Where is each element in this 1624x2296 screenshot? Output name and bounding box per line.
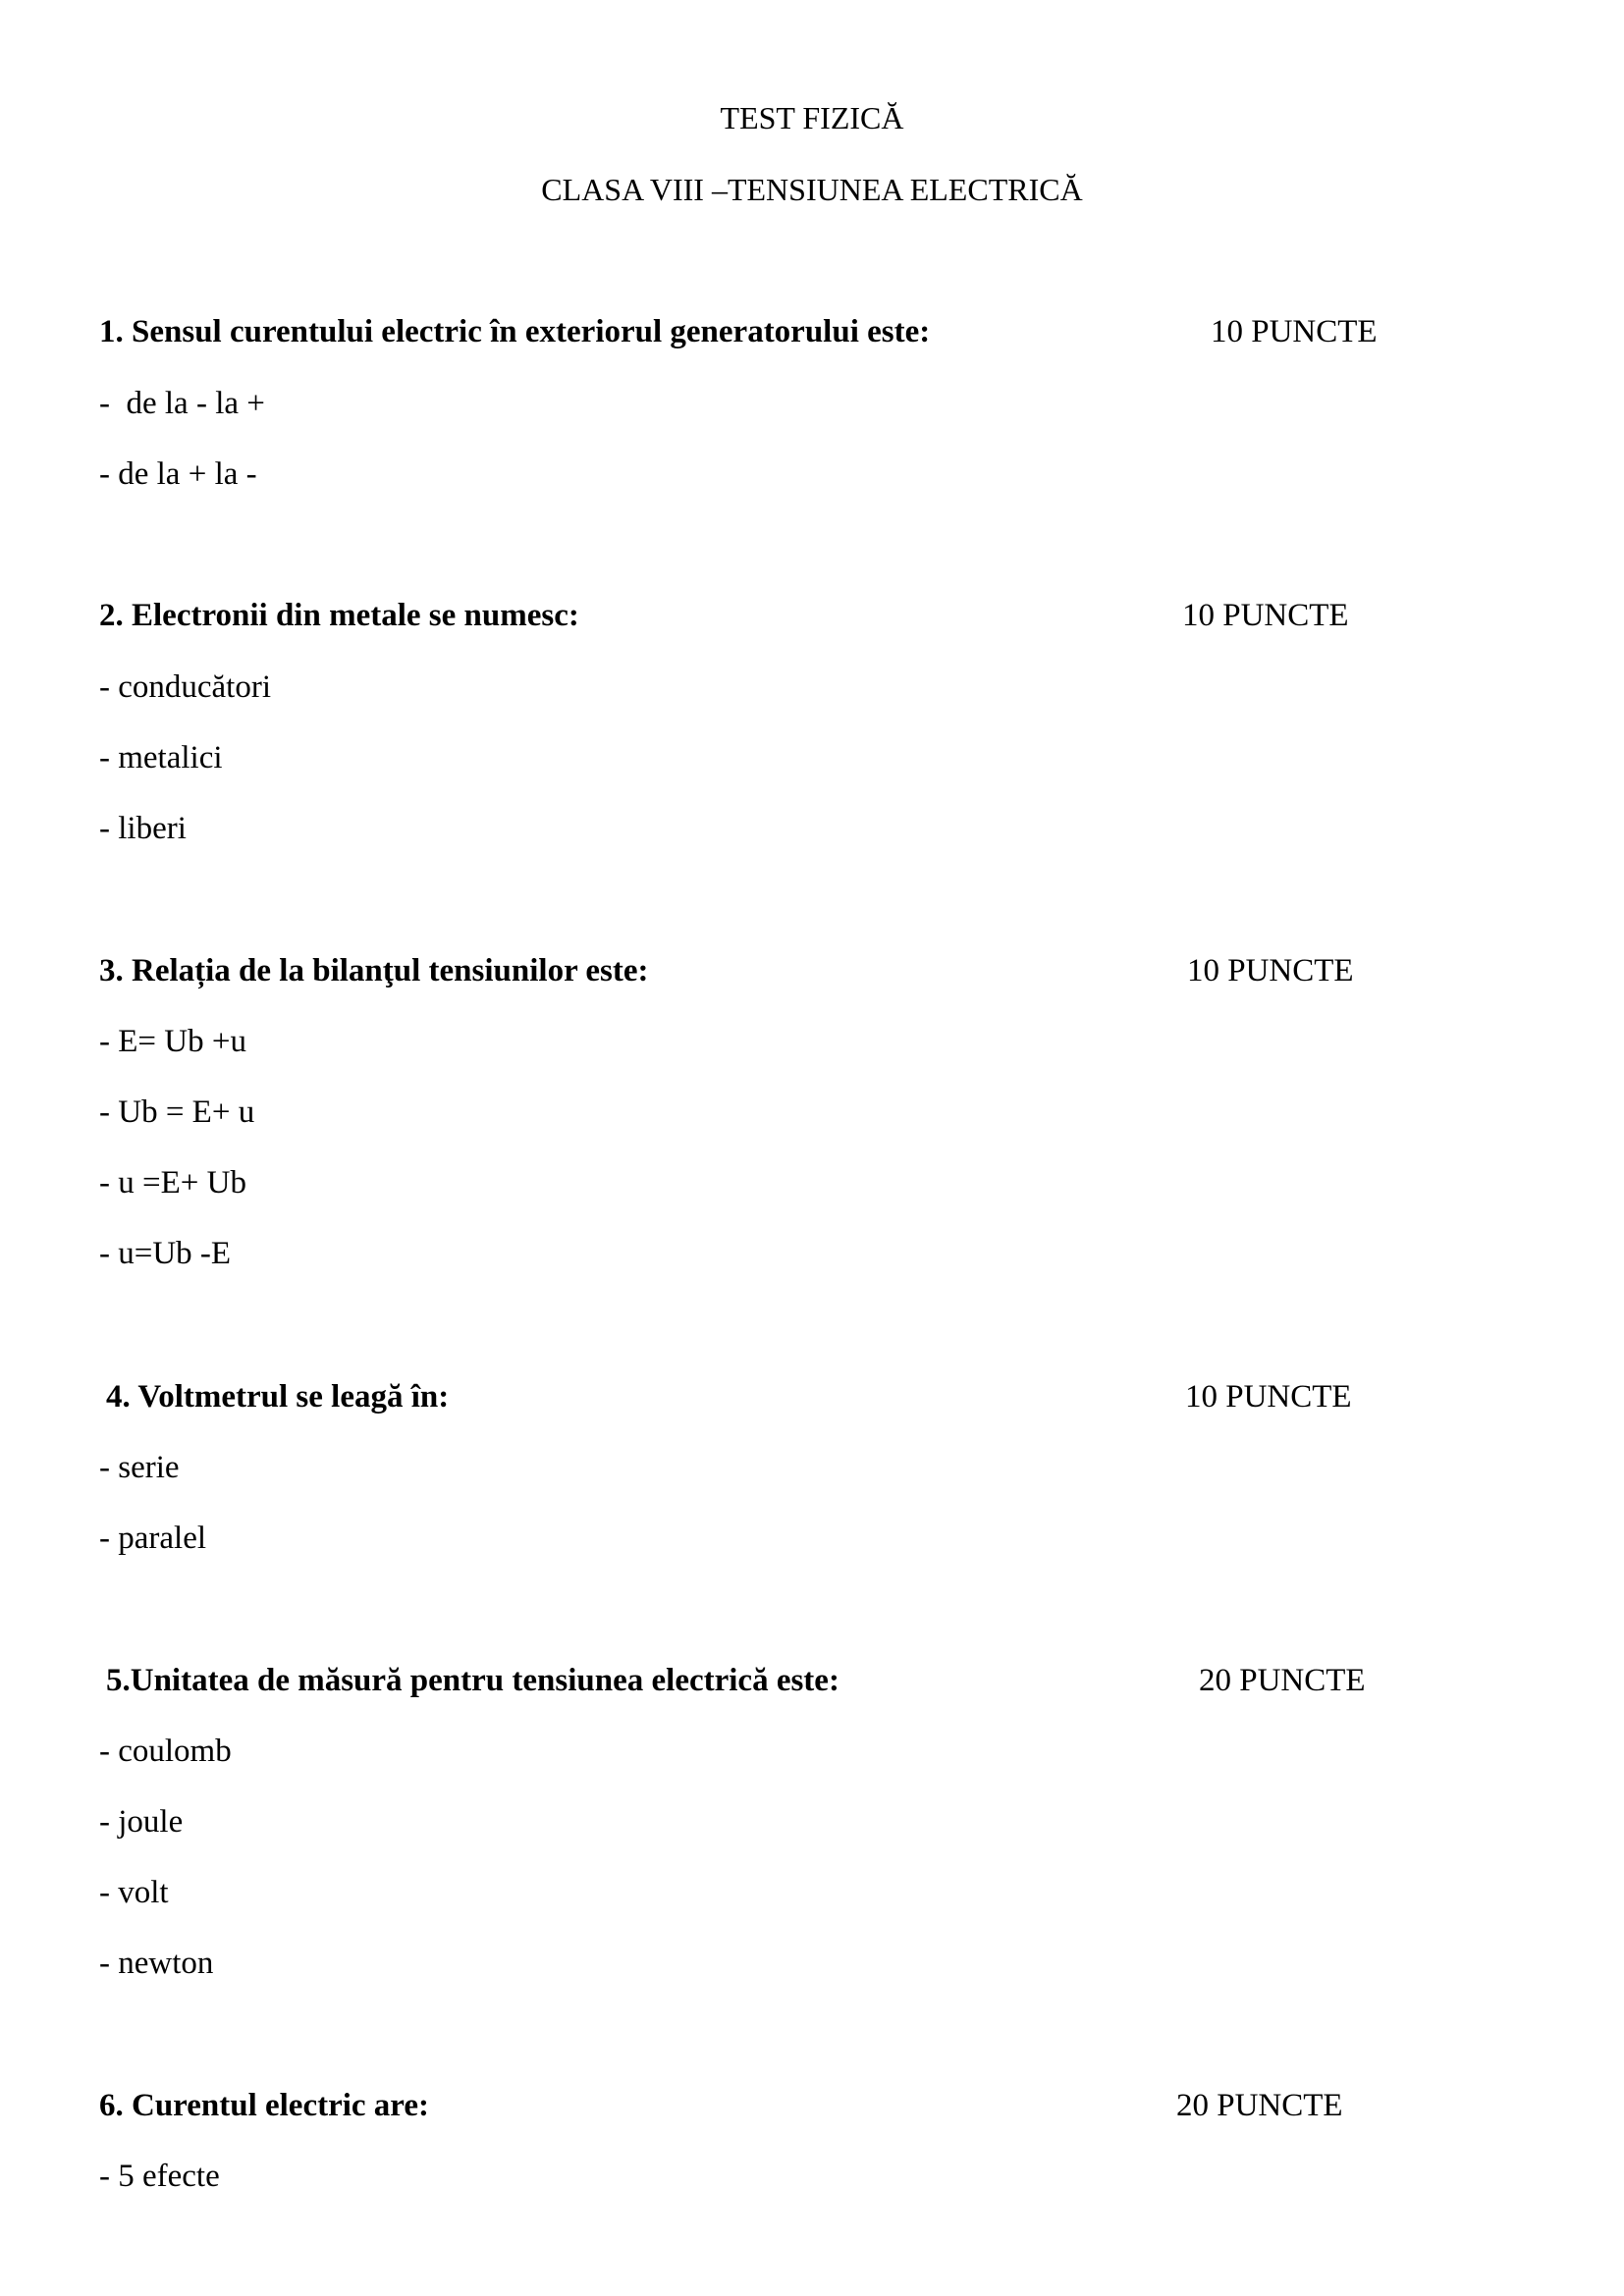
question-text: 2. Electronii din metale se numesc:	[99, 598, 579, 633]
question-text: 4. Voltmetrul se leagă în:	[106, 1379, 450, 1415]
question-text: 5.Unitatea de măsură pentru tensiunea electrică este:	[106, 1663, 839, 1698]
answer-option: - coulomb	[99, 1734, 232, 1769]
answer-option: - u=Ub -E	[99, 1236, 232, 1271]
answer-option: - metalici	[99, 740, 223, 775]
question-points: 10 PUNCTE	[1182, 598, 1349, 633]
question-points: 10 PUNCTE	[1211, 314, 1378, 349]
answer-option: - Ub = E+ u	[99, 1095, 255, 1130]
question-points: 20 PUNCTE	[1176, 2088, 1343, 2123]
document-title: TEST FIZICĂ	[720, 100, 904, 135]
question-text: 3. Relația de la bilanţul tensiunilor este:	[99, 953, 649, 988]
question-text: 1. Sensul curentului electric în exteriorul generatorului este:	[99, 314, 931, 349]
document-subtitle: CLASA VIII –TENSIUNEA ELECTRICĂ	[541, 172, 1083, 207]
answer-option: - serie	[99, 1450, 180, 1485]
question-text: 6. Curentul electric are:	[99, 2088, 429, 2123]
question-points: 20 PUNCTE	[1199, 1663, 1366, 1698]
answer-option: - paralel	[99, 1521, 207, 1556]
question-points: 10 PUNCTE	[1187, 953, 1354, 988]
answer-option: - liberi	[99, 811, 187, 846]
answer-option: - newton	[99, 1946, 214, 1981]
answer-option: - volt	[99, 1875, 169, 1910]
answer-option: - conducători	[99, 669, 272, 705]
answer-option: - E= Ub +u	[99, 1024, 246, 1059]
answer-option: - joule	[99, 1804, 184, 1840]
answer-option: - de la + la -	[99, 456, 257, 492]
answer-option: - 5 efecte	[99, 2159, 220, 2194]
answer-option: - de la - la +	[99, 386, 265, 421]
answer-option: - u =E+ Ub	[99, 1165, 246, 1201]
question-points: 10 PUNCTE	[1185, 1379, 1352, 1415]
